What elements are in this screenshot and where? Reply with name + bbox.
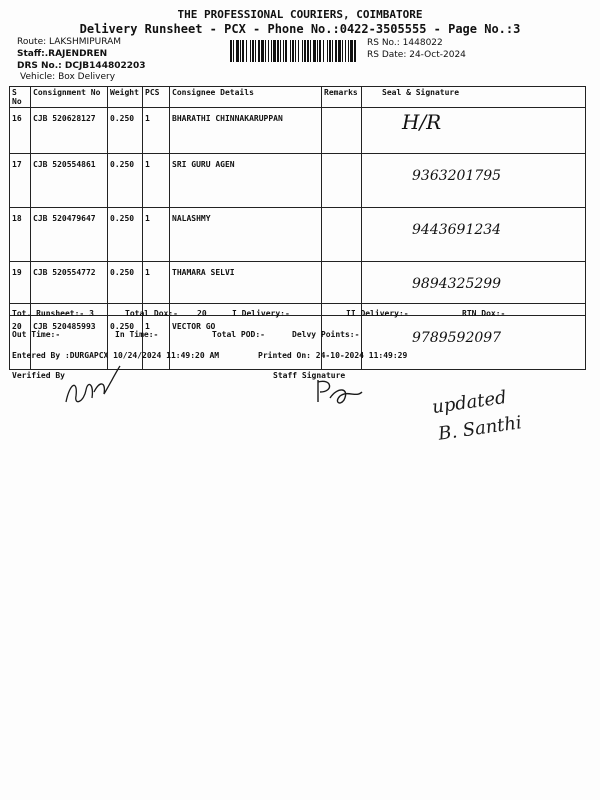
- cell-consignee: SRI GURU AGEN: [170, 154, 322, 208]
- cell-remarks: [322, 108, 362, 154]
- col-consignment: Consignment No: [31, 87, 108, 108]
- table-header-row: [10, 87, 586, 108]
- cell-remarks: [322, 262, 362, 316]
- table-row: [10, 262, 586, 316]
- cell-weight: 0.250: [108, 316, 143, 370]
- cell-sno: 17: [10, 154, 31, 208]
- staff-signature-scribble: [310, 372, 370, 412]
- cell-sno: 16: [10, 108, 31, 154]
- company-title: THE PROFESSIONAL COURIERS, COIMBATORE: [177, 8, 423, 21]
- cell-weight: 0.250: [108, 154, 143, 208]
- cell-pcs: 1: [143, 108, 170, 154]
- verified-by-label: Verified By: [12, 371, 65, 380]
- printed-on: Printed On: 24-10-2024 11:49:29: [258, 351, 408, 360]
- col-remarks: Remarks: [322, 87, 362, 108]
- vehicle-label: Vehicle: Box Delivery: [20, 72, 116, 82]
- cell-sno: 18: [10, 208, 31, 262]
- out-time: Out Time:-: [12, 330, 61, 339]
- cell-signature: 9789592097: [362, 316, 586, 370]
- col-weight: Weight: [108, 87, 143, 108]
- handwritten-note-name: B. Santhi: [436, 412, 523, 445]
- in-time: In Time:-: [115, 330, 159, 339]
- col-pcs: PCS: [143, 87, 170, 108]
- table-row: [10, 154, 586, 208]
- ii-delivery: II Delivery:-: [346, 309, 409, 318]
- staff-label: Staff:.RAJENDREN: [17, 49, 108, 59]
- runsheet-subtitle: Delivery Runsheet - PCX - Phone No.:0422-3505555 - Page No.:3: [79, 22, 521, 36]
- cell-pcs: 1: [143, 154, 170, 208]
- rs-number: RS No.: 1448022: [367, 38, 443, 48]
- col-consignee: Consignee Details: [170, 87, 322, 108]
- cell-sno: 20: [10, 316, 31, 370]
- cell-consignment: CJB 520554772: [31, 262, 108, 316]
- col-signature: Seal & Signature: [362, 87, 586, 108]
- cell-signature: 9363201795: [362, 154, 586, 208]
- cell-sno: 19: [10, 262, 31, 316]
- cell-pcs: 1: [143, 262, 170, 316]
- cell-remarks: [322, 208, 362, 262]
- total-dox-label: Total Dox:-: [125, 309, 178, 318]
- cell-consignee: VECTOR GO: [170, 316, 322, 370]
- cell-weight: 0.250: [108, 208, 143, 262]
- verifier-signature-scribble: [60, 362, 130, 412]
- total-dox-value: 20: [197, 309, 207, 318]
- cell-consignment: CJB 520479647: [31, 208, 108, 262]
- drs-number: DRS No.: DCJB144802203: [17, 61, 146, 71]
- rs-date: RS Date: 24-Oct-2024: [367, 50, 466, 60]
- cell-signature: H/R: [362, 108, 586, 154]
- total-pod: Total POD:-: [212, 330, 265, 339]
- route-label: Route: LAKSHMIPURAM: [17, 37, 122, 47]
- cell-pcs: 1: [143, 316, 170, 370]
- footer-divider: [9, 303, 586, 304]
- tot-runsheet: Tot. Runsheet:- 3: [12, 309, 94, 318]
- cell-remarks: [322, 316, 362, 370]
- cell-consignee: BHARATHI CHINNAKARUPPAN: [170, 108, 322, 154]
- cell-weight: 0.250: [108, 108, 143, 154]
- cell-signature: 9443691234: [362, 208, 586, 262]
- cell-consignee: NALASHMY: [170, 208, 322, 262]
- rtn-dox: RTN Dox:-: [462, 309, 506, 318]
- cell-consignment: CJB 520485993: [31, 316, 108, 370]
- cell-signature: 9894325299: [362, 262, 586, 316]
- table-row: [10, 108, 586, 154]
- staff-signature-label: Staff Signature: [273, 371, 346, 380]
- cell-remarks: [322, 154, 362, 208]
- runsheet-table: [9, 86, 586, 370]
- cell-weight: 0.250: [108, 262, 143, 316]
- cell-consignment: CJB 520554861: [31, 154, 108, 208]
- col-sno: S No: [10, 87, 31, 108]
- barcode-image: [230, 40, 358, 62]
- cell-consignee: THAMARA SELVI: [170, 262, 322, 316]
- cell-consignment: CJB 520628127: [31, 108, 108, 154]
- handwritten-note-updated: updated: [430, 386, 508, 419]
- entered-by: Entered By :DURGAPCX 10/24/2024 11:49:20 AM: [12, 351, 220, 360]
- i-delivery: I Delivery:-: [232, 309, 290, 318]
- table-row: [10, 208, 586, 262]
- delvy-points: Delvy Points:-: [292, 330, 360, 339]
- cell-pcs: 1: [143, 208, 170, 262]
